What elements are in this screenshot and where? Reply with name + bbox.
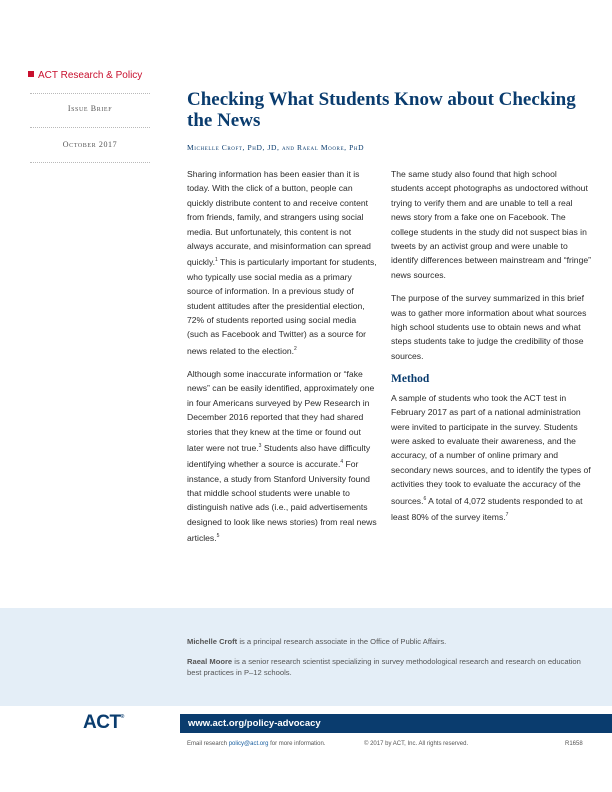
- brand-label: ACT Research & Policy: [38, 70, 143, 81]
- url-bar: [180, 714, 612, 733]
- sidebar-divider: [30, 127, 150, 128]
- sidebar-divider: [30, 162, 150, 163]
- sidebar-brand: [28, 70, 142, 81]
- method-heading: Method: [391, 373, 430, 386]
- brand-square-icon: [28, 71, 34, 77]
- page-title: Checking What Students Know about Checking the News: [187, 89, 576, 131]
- author-bio-croft: Michelle Croft is a principal research associate in the Office of Public Affairs.: [187, 637, 447, 646]
- author-bio-moore: Raeal Moore is a senior research scientist specializing in survey methodological research and research on education best practices in P–12 schools.: [187, 657, 581, 677]
- date-label: October 2017: [62, 140, 118, 149]
- policy-advocacy-link[interactable]: www.act.org/policy-advocacy: [188, 718, 321, 729]
- contact-line: Email research policy@act.org for more information.: [187, 741, 326, 747]
- paragraph-fake-news: Although some inaccurate information or “fake news” can be easily identified, approximately one in four Americans surveyed by Pew Research in December 2016 reported that they had shared stories that they knew at the time or found out later were not true.$^3$ Students also have difficulty identifying whether a source is accurate.$^4$ For instance, a study from Stanford University found that middle school students were unable to distinguish native ads (i.e., paid advertisements designed to look like news stories) from real news articles.$^5$: [187, 369, 377, 544]
- body-column-left: [187, 167, 377, 554]
- paragraph-purpose: The purpose of the survey summarized in this brief was to gather more information about what sources high school students use to obtain news and what steps students take to judge the credibility of those sources.: [391, 293, 587, 361]
- paragraph-fake-news-continued: The same study also found that high school students accept photographs as undoctored without trying to verify them and are unable to tell a real news story from a fake one on Facebook. The college students in the study did not suspect bias in tweets by an activist group and were unable to identify differences between mainstream and “fringe” news sources.: [391, 169, 591, 280]
- doc-type-label: Issue Brief: [67, 104, 113, 113]
- authors-line: Michelle Croft, PhD, JD, and Raeal Moore, PhD: [187, 143, 365, 152]
- email-link[interactable]: policy@act.org: [228, 741, 269, 747]
- act-logo: ACT®: [83, 712, 124, 733]
- document-code: R1658: [565, 741, 583, 747]
- paragraph-method: A sample of students who took the ACT test in February 2017 as part of a national administration were invited to participate in the survey. Students were asked to evaluate their awareness, and the accuracy, of a number of online primary and secondary news sources, and to identify the types of activities they took to evaluate the accuracy of the sources.$^6$ A total of 4,072 students responded to at least 80% of the survey items.$^7$: [391, 392, 591, 522]
- body-column-right: [391, 167, 591, 533]
- sidebar-divider: [30, 93, 150, 94]
- copyright-line: © 2017 by ACT, Inc. All rights reserved.: [364, 741, 469, 747]
- paragraph-intro: Sharing information has been easier than it is today. With the click of a button, people can quickly distribute content to and receive content from friends, family, and strangers using social media. But unfortunately, this content is not always accurate, and misinformation can spread quickly.$^1$ This is particularly important for students, who typically use social media as a primary source of information. In a previous study of student attitudes after the presidential election, 72% of students reported using social media (such as Facebook and Twitter) as a source for news related to the election.$^2$: [187, 169, 377, 356]
